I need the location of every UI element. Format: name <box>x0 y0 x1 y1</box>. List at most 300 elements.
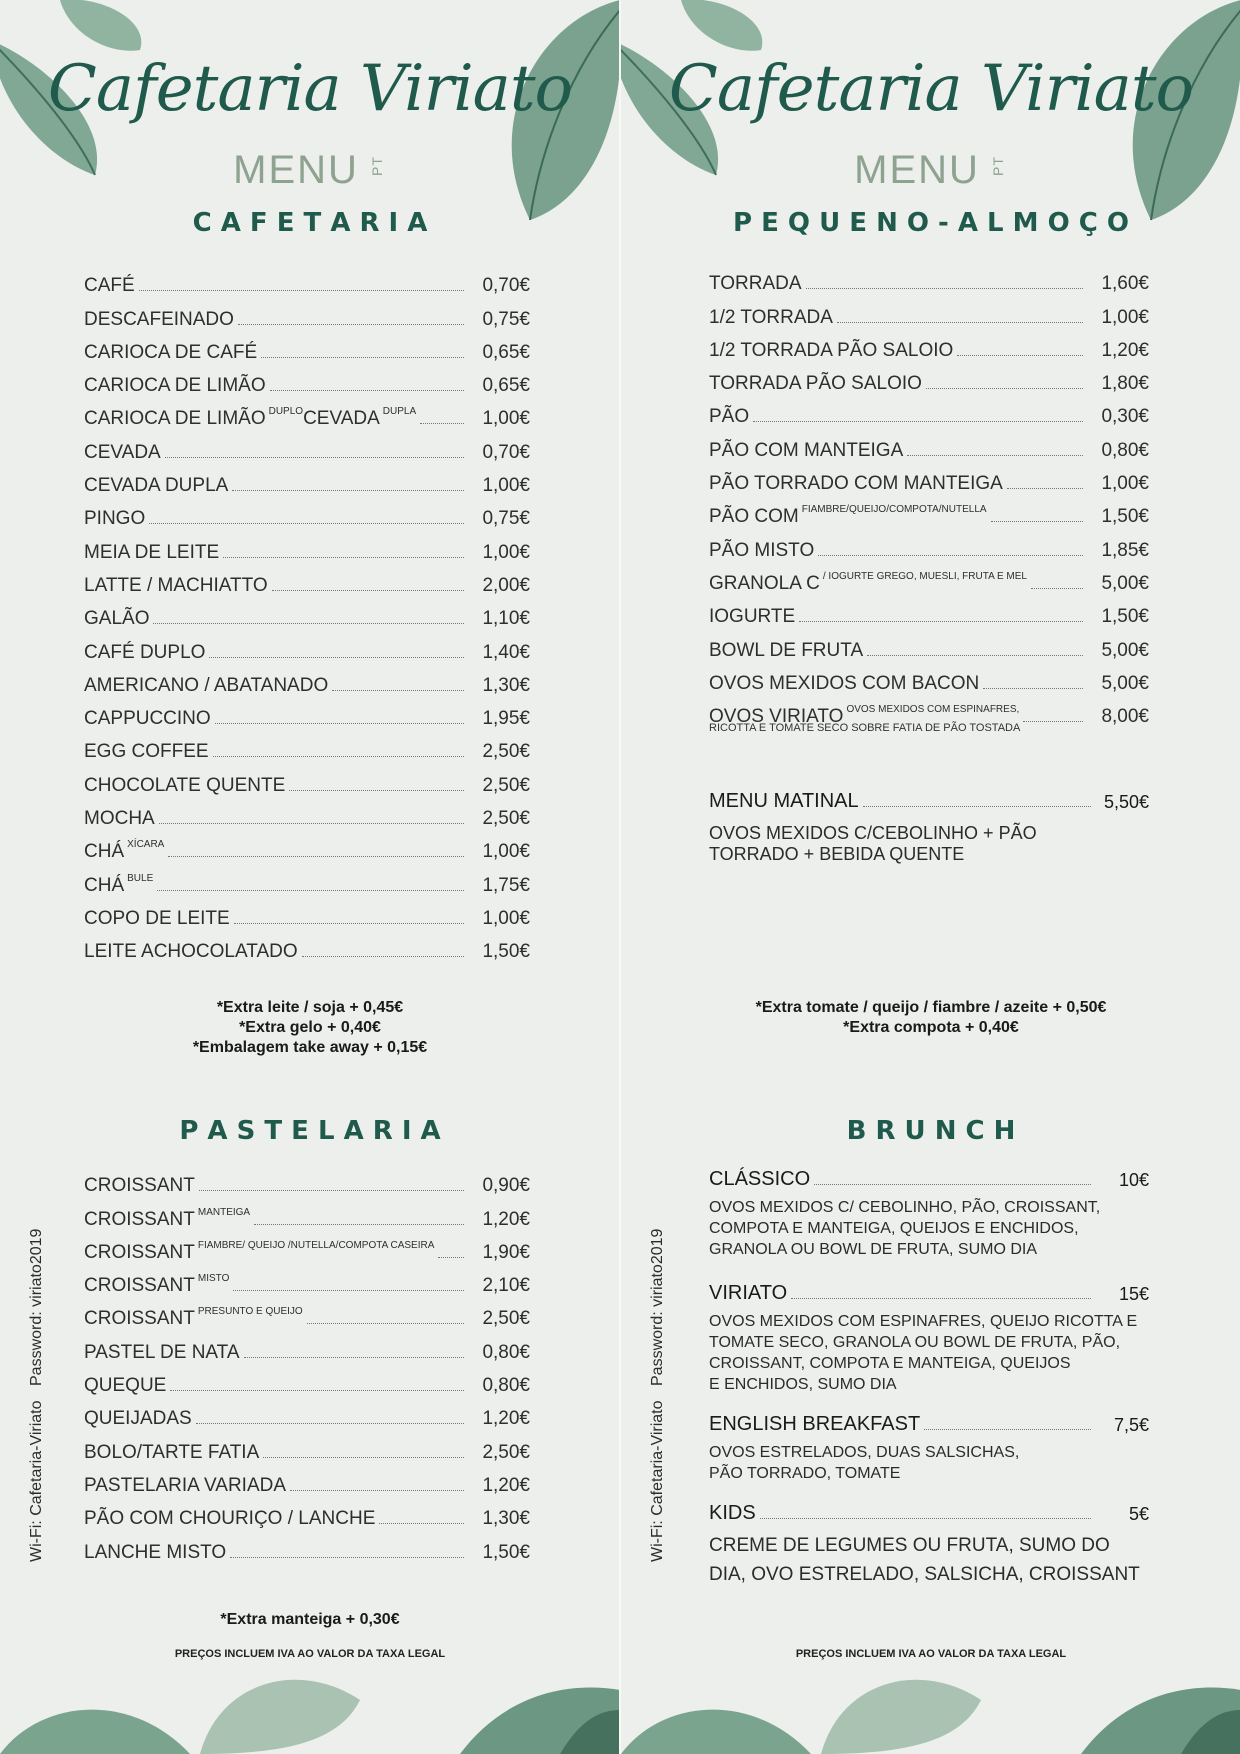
description-line: CREME DE LEGUMES OU FRUTA, SUMO DO <box>709 1535 1110 1556</box>
dot-leader <box>254 1224 464 1225</box>
menu-item-price: 1,20€ <box>482 1208 530 1230</box>
menu-item-price: 1,95€ <box>482 708 530 730</box>
menu-item-price: 0,65€ <box>482 375 530 397</box>
menu-item-row <box>84 763 530 796</box>
menu-item-row <box>709 428 1149 461</box>
item-name-text: CROISSANT <box>84 1208 195 1230</box>
item-variant-note: OVOS MEXIDOS COM ESPINAFRES, <box>846 704 1020 716</box>
menu-item-price: 0,90€ <box>482 1175 530 1197</box>
menu-item-price: 2,50€ <box>482 741 530 763</box>
menu-item-row <box>84 397 530 430</box>
item-variant-note: FIAMBRE/QUEIJO/COMPOTA/NUTELLA <box>801 504 987 516</box>
item-name-text: OVOS VIRIATO <box>709 706 844 728</box>
dot-leader <box>261 357 464 358</box>
dot-leader <box>760 1518 1091 1519</box>
description-line: GRANOLA OU BOWL DE FRUTA, SUMO DIA <box>709 1241 1038 1258</box>
menu-item-price: 1,30€ <box>482 674 530 696</box>
description-line: OVOS ESTRELADOS, DUAS SALSICHAS, <box>709 1444 1020 1461</box>
menu-item-price: 0,65€ <box>482 341 530 363</box>
cafetaria-list <box>84 264 530 963</box>
menu-item-price: 0,80€ <box>482 1375 530 1397</box>
menu-item-row <box>84 464 530 497</box>
dot-leader <box>238 324 464 325</box>
menu-item-price: 2,50€ <box>482 1308 530 1330</box>
ovos-viriato-description: RICOTTA E TOMATE SECO SOBRE FATIA DE PÃO TOSTADA <box>709 722 1021 734</box>
item-name-text: PASTEL DE NATA <box>84 1341 240 1363</box>
description-line: DIA, OVO ESTRELADO, SALSICHA, CROISSANT <box>709 1564 1140 1585</box>
item-name-text: EGG COFFEE <box>84 741 209 763</box>
menu-item-row <box>84 297 530 330</box>
menu-item-row <box>84 1397 530 1430</box>
menu-item-row <box>84 497 530 530</box>
menu-item-row <box>84 930 530 963</box>
item-name-text: LEITE ACHOCOLATADO <box>84 941 298 963</box>
menu-item-name <box>84 908 230 930</box>
item-name-text: QUEQUE <box>84 1375 167 1397</box>
menu-item-price: 0,80€ <box>1101 439 1149 461</box>
dot-leader <box>753 421 1083 422</box>
item-name-text: COPO DE LEITE <box>84 907 230 929</box>
item-variant-note: BULE <box>127 872 154 884</box>
menu-item-row <box>84 530 530 563</box>
menu-title <box>0 148 620 193</box>
dot-leader <box>863 806 1091 807</box>
legal-note: PREÇOS INCLUEM IVA AO VALOR DA TAXA LEGAL <box>795 1648 1067 1660</box>
menu-item-name <box>84 1508 375 1530</box>
item-name-text: CEVADA <box>84 441 161 463</box>
brunch-item-price: 5€ <box>1128 1504 1149 1524</box>
item-variant-note: / IOGURTE GREGO, MUESLI, FRUTA E MEL <box>822 570 1027 582</box>
menu-item-row <box>84 564 530 597</box>
dot-leader <box>1023 721 1083 722</box>
item-name-text: CHOCOLATE QUENTE <box>84 774 286 796</box>
wifi-label: Wi-Fi: Cafetaria-Viriato <box>28 1400 45 1562</box>
dot-leader <box>926 388 1083 389</box>
pequeno-almoco-notes <box>621 998 1240 1038</box>
menu-item-name <box>709 340 953 362</box>
menu-item-name <box>84 1206 251 1231</box>
dot-leader <box>907 455 1083 456</box>
menu-item-row <box>84 830 530 863</box>
menu-item-row <box>84 1364 530 1397</box>
dot-leader <box>818 555 1083 556</box>
item-name-text: BOLO/TARTE FATIA <box>84 1441 260 1463</box>
menu-item-price: 1,10€ <box>482 608 530 630</box>
dot-leader <box>139 290 464 291</box>
dot-leader <box>157 890 464 891</box>
menu-item-name <box>84 708 211 730</box>
menu-item-row <box>84 597 530 630</box>
menu-item-row <box>709 329 1149 362</box>
menu-item-price: 2,50€ <box>482 1441 530 1463</box>
dot-leader <box>196 1423 464 1424</box>
item-name-text: CARIOCA DE CAFÉ <box>84 341 258 363</box>
item-name-text: CROISSANT <box>84 1241 195 1263</box>
menu-item-price: 1,20€ <box>482 1408 530 1430</box>
menu-item-row <box>84 430 530 463</box>
item-name-text: CARIOCA DE LIMÃO <box>84 375 266 397</box>
right-panel <box>621 0 1240 1754</box>
menu-item-name <box>84 442 161 464</box>
menu-item-row <box>84 1264 530 1297</box>
menu-item-name <box>84 941 298 963</box>
menu-item-row <box>84 664 530 697</box>
menu-item-row <box>709 628 1149 661</box>
menu-item-name <box>84 408 416 430</box>
menu-item-name <box>84 841 164 863</box>
item-name-text: LANCHE MISTO <box>84 1541 227 1563</box>
menu-item-name <box>84 508 145 530</box>
brunch-item <box>709 1413 1149 1484</box>
item-variant-note: XÍCARA <box>127 839 165 851</box>
dot-leader <box>215 723 464 724</box>
menu-item-name <box>84 642 205 664</box>
brunch-item-header <box>709 1502 1149 1525</box>
dot-leader <box>307 1323 464 1324</box>
menu-item-price: 1,20€ <box>482 1474 530 1496</box>
menu-item-name <box>709 406 749 428</box>
description-line: OVOS MEXIDOS COM ESPINAFRES, QUEIJO RICOTTA E <box>709 1313 1138 1330</box>
item-variant-note: MISTO <box>197 1273 230 1285</box>
item-name-text: CAFÉ <box>84 275 135 297</box>
menu-item-price: 1,00€ <box>482 475 530 497</box>
dot-leader <box>806 288 1083 289</box>
dot-leader <box>244 1357 464 1358</box>
item-name-text: PÃO <box>709 406 750 428</box>
menu-item-price: 2,10€ <box>482 1275 530 1297</box>
dot-leader <box>165 457 464 458</box>
item-name-text: 1/2 TORRADA PÃO SALOIO <box>709 339 954 361</box>
dot-leader <box>1031 588 1083 589</box>
brunch-item-price: 7,5€ <box>1113 1415 1149 1435</box>
item-name-text: PÃO COM <box>709 506 799 528</box>
item-name-text: CHÁ <box>84 874 125 896</box>
menu-item-name <box>84 775 285 797</box>
menu-item-row <box>84 797 530 830</box>
pequeno-almoco-list <box>709 262 1149 728</box>
menu-item-row <box>709 462 1149 495</box>
brunch-item-name: CLÁSSICO <box>709 1168 811 1190</box>
dot-leader <box>289 790 464 791</box>
dot-leader <box>814 1184 1091 1185</box>
menu-item-name <box>709 440 903 462</box>
menu-item-price: 0,75€ <box>482 508 530 530</box>
menu-title <box>621 148 1240 193</box>
cafetaria-notes <box>0 998 620 1058</box>
menu-item-price: 1,20€ <box>1101 339 1149 361</box>
menu-item-price: 1,75€ <box>482 874 530 896</box>
section-title-brunch: B R U N C H <box>846 1116 1016 1146</box>
menu-item-name <box>84 1175 195 1197</box>
menu-item-name <box>84 808 155 830</box>
description-line: COMPOTA E MANTEIGA, QUEIJOS E ENCHIDOS, <box>709 1220 1079 1237</box>
description-line: CROISSANT, COMPOTA E MANTEIGA, QUEIJOS <box>709 1355 1071 1372</box>
menu-item-row <box>709 362 1149 395</box>
note-line: *Extra leite / soja + 0,45€ <box>216 999 404 1016</box>
dot-leader <box>791 1298 1091 1299</box>
dot-leader <box>213 756 464 757</box>
dot-leader <box>438 1257 464 1258</box>
brunch-item-price: 10€ <box>1118 1170 1149 1190</box>
dot-leader <box>168 856 464 857</box>
menu-item-row <box>709 395 1149 428</box>
menu-label: MENU <box>854 148 980 192</box>
note-line: *Extra tomate / queijo / fiambre / azeite + 0,50€ <box>755 999 1107 1016</box>
dot-leader <box>272 590 464 591</box>
description-line: E ENCHIDOS, SUMO DIA <box>709 1376 897 1393</box>
pastelaria-notes <box>0 1610 620 1630</box>
menu-item-price: 1,50€ <box>1101 606 1149 628</box>
dot-leader <box>232 490 464 491</box>
item-name-text: MOCHA <box>84 808 155 830</box>
menu-item-row <box>84 897 530 930</box>
item-name-text: CHÁ <box>84 841 125 863</box>
menu-item-name <box>84 1475 286 1497</box>
menu-item-price: 1,00€ <box>482 541 530 563</box>
item-name-text: CROISSANT <box>84 1308 195 1330</box>
note-line: *Embalagem take away + 0,15€ <box>192 1039 428 1056</box>
brunch-item-name: KIDS <box>709 1502 756 1524</box>
brunch-item-name: ENGLISH BREAKFAST <box>709 1413 921 1435</box>
brunch-item-description <box>709 1311 1149 1395</box>
menu-item-name <box>84 1275 229 1297</box>
menu-item-row <box>709 662 1149 695</box>
dot-leader <box>270 390 464 391</box>
brunch-list <box>709 1168 1149 1589</box>
menu-item-price: 1,85€ <box>1101 539 1149 561</box>
menu-item-name <box>84 475 228 497</box>
item-name-text: CEVADA DUPLA <box>84 475 229 497</box>
menu-item-name <box>84 1342 240 1364</box>
item-variant-note: DUPLA <box>382 406 417 418</box>
dot-leader <box>332 690 464 691</box>
menu-item-row <box>84 1330 530 1363</box>
note-line: *Extra compota + 0,40€ <box>843 1019 1019 1036</box>
menu-item-name <box>709 307 833 329</box>
menu-item-price: 0,80€ <box>482 1341 530 1363</box>
dot-leader <box>290 1490 464 1491</box>
menu-item-price: 5,00€ <box>1101 639 1149 661</box>
item-name-text: CROISSANT <box>84 1175 195 1197</box>
dot-leader <box>263 1457 464 1458</box>
menu-item-price: 0,70€ <box>482 275 530 297</box>
menu-item-row <box>709 262 1149 295</box>
menu-item-name <box>84 1308 303 1330</box>
menu-item-row <box>84 1530 530 1563</box>
menu-item-price: 1,50€ <box>482 1541 530 1563</box>
menu-item-name <box>84 872 154 897</box>
dot-leader <box>153 623 464 624</box>
menu-matinal-header <box>709 790 1149 813</box>
item-name-text: PÃO COM CHOURIÇO / LANCHE <box>84 1508 376 1530</box>
item-variant-note: PRESUNTO E QUEIJO <box>197 1306 303 1318</box>
menu-item-row <box>84 697 530 730</box>
menu-item-name <box>84 1408 192 1430</box>
dot-leader <box>983 688 1083 689</box>
item-name-text: QUEIJADAS <box>84 1408 192 1430</box>
menu-item-row <box>84 1197 530 1230</box>
item-name-text: GALÃO <box>84 608 150 630</box>
menu-item-price: 8,00€ <box>1101 706 1149 728</box>
menu-item-price: 2,50€ <box>482 774 530 796</box>
section-title-cafetaria: C A F E T A R I A <box>192 208 428 238</box>
dot-leader <box>867 655 1083 656</box>
menu-item-row <box>84 863 530 896</box>
menu-item-price: 5,00€ <box>1101 672 1149 694</box>
brunch-item-header <box>709 1413 1149 1436</box>
menu-item-name <box>709 640 863 662</box>
item-name-text: 1/2 TORRADA <box>709 306 833 328</box>
menu-item-price: 1,30€ <box>482 1508 530 1530</box>
brunch-item <box>709 1168 1149 1260</box>
section-title-pequeno-almoco: P E Q U E N O - A L M O Ç O <box>733 208 1129 238</box>
menu-item-row <box>709 495 1149 528</box>
description-line: PÃO TORRADO, TOMATE <box>709 1465 901 1482</box>
menu-item-price: 1,50€ <box>1101 506 1149 528</box>
menu-item-name <box>709 373 922 395</box>
menu-item-price: 1,40€ <box>482 641 530 663</box>
item-name-text: PÃO MISTO <box>709 539 815 561</box>
dot-leader <box>234 923 464 924</box>
dot-leader <box>924 1429 1091 1430</box>
menu-item-name <box>84 375 266 397</box>
menu-item-row <box>709 595 1149 628</box>
item-variant-note: MANTEIGA <box>197 1206 251 1218</box>
menu-item-row <box>84 1231 530 1264</box>
dot-leader <box>837 322 1083 323</box>
menu-item-name <box>84 741 209 763</box>
item-name-text: CEVADA <box>303 408 380 430</box>
dot-leader <box>149 523 464 524</box>
menu-item-row <box>84 730 530 763</box>
brand-logo: Cafetaria Viriato <box>668 52 1194 126</box>
note-line: *Extra gelo + 0,40€ <box>239 1019 381 1036</box>
description-line: TORRADO + BEBIDA QUENTE <box>709 844 965 864</box>
password-label: Password: viriato2019 <box>28 1228 45 1386</box>
section-title-pastelaria: P A S T E L A R I A <box>179 1116 441 1146</box>
menu-item-name <box>709 570 1027 595</box>
menu-item-name <box>84 309 234 331</box>
language-label: PT <box>989 156 1006 177</box>
leaf-bottom-decoration <box>621 1660 1240 1754</box>
dot-leader <box>170 1390 464 1391</box>
item-name-text: CARIOCA DE LIMÃO <box>84 408 266 430</box>
menu-item-name <box>84 1239 435 1264</box>
item-name-text: CAPPUCCINO <box>84 708 211 730</box>
dot-leader <box>230 1557 464 1558</box>
menu-item-price: 1,00€ <box>482 907 530 929</box>
item-name-text: GRANOLA C <box>709 572 820 594</box>
dot-leader <box>799 621 1083 622</box>
dot-leader <box>159 823 464 824</box>
item-name-text: TORRADA <box>709 273 802 295</box>
description-line: TOMATE SECO, GRANOLA OU BOWL DE FRUTA, PÃO, <box>709 1334 1121 1351</box>
dot-leader <box>302 956 464 957</box>
item-name-text: PASTELARIA VARIADA <box>84 1474 287 1496</box>
wifi-label: Wi-Fi: Cafetaria-Viriato <box>649 1400 666 1562</box>
menu-item-price: 5,00€ <box>1101 572 1149 594</box>
dot-leader <box>991 521 1083 522</box>
menu-item-price: 1,00€ <box>482 408 530 430</box>
brunch-item-header <box>709 1168 1149 1191</box>
menu-item-name <box>84 275 135 297</box>
menu-matinal-price: 5,50€ <box>1103 792 1149 812</box>
menu-item-row <box>84 1464 530 1497</box>
item-name-text: OVOS MEXIDOS COM BACON <box>709 672 980 694</box>
menu-item-price: 0,30€ <box>1101 406 1149 428</box>
brunch-item-header <box>709 1282 1149 1305</box>
item-name-text: IOGURTE <box>709 606 796 628</box>
dot-leader <box>199 1190 464 1191</box>
description-line: OVOS MEXIDOS C/ CEBOLINHO, PÃO, CROISSANT, <box>709 1199 1101 1216</box>
menu-item-price: 1,00€ <box>482 841 530 863</box>
dot-leader <box>1007 488 1083 489</box>
dot-leader <box>379 1523 464 1524</box>
menu-item-row <box>84 264 530 297</box>
item-variant-note: FIAMBRE/ QUEIJO /NUTELLA/COMPOTA CASEIRA <box>197 1239 435 1251</box>
menu-item-name <box>709 273 802 295</box>
dot-leader <box>420 423 464 424</box>
item-name-text: BOWL DE FRUTA <box>709 639 864 661</box>
item-name-text: MEIA DE LEITE <box>84 541 220 563</box>
dot-leader <box>957 355 1083 356</box>
menu-item-price: 1,90€ <box>482 1241 530 1263</box>
item-name-text: PINGO <box>84 508 146 530</box>
item-name-text: LATTE / MACHIATTO <box>84 574 268 596</box>
item-name-text: DESCAFEINADO <box>84 308 234 330</box>
menu-item-row <box>84 1430 530 1463</box>
menu-item-name <box>84 608 149 630</box>
menu-matinal-description <box>709 823 1149 865</box>
menu-item-name <box>84 542 219 564</box>
leaf-bottom-decoration <box>0 1660 620 1754</box>
dot-leader <box>223 557 464 558</box>
menu-item-name <box>84 1542 226 1564</box>
brunch-item-description <box>709 1531 1149 1589</box>
menu-item-row <box>84 1164 530 1197</box>
item-name-text: TORRADA PÃO SALOIO <box>709 373 922 395</box>
menu-item-name <box>709 673 979 695</box>
menu-item-name <box>84 342 257 364</box>
menu-item-row <box>84 630 530 663</box>
brunch-item <box>709 1282 1149 1395</box>
menu-item-name <box>709 473 1003 495</box>
menu-item-price: 1,00€ <box>1101 306 1149 328</box>
menu-item-price: 1,80€ <box>1101 373 1149 395</box>
password-label: Password: viriato2019 <box>649 1228 666 1386</box>
language-label: PT <box>368 156 385 177</box>
menu-item-row <box>84 364 530 397</box>
item-name-text: PÃO COM MANTEIGA <box>709 439 904 461</box>
menu-item-row <box>709 295 1149 328</box>
menu-item-price: 0,75€ <box>482 308 530 330</box>
menu-item-name <box>709 540 814 562</box>
legal-note: PREÇOS INCLUEM IVA AO VALOR DA TAXA LEGAL <box>174 1648 446 1660</box>
item-name-text: AMERICANO / ABATANADO <box>84 674 329 696</box>
menu-label: MENU <box>233 148 359 192</box>
menu-item-row <box>84 1497 530 1530</box>
brand-logo: Cafetaria Viriato <box>47 52 573 126</box>
menu-item-name <box>84 1442 259 1464</box>
brunch-item-description <box>709 1442 1149 1484</box>
menu-item-row <box>84 1297 530 1330</box>
menu-item-price: 1,00€ <box>1101 473 1149 495</box>
brunch-item-price: 15€ <box>1118 1284 1149 1304</box>
menu-item-price: 0,70€ <box>482 441 530 463</box>
brunch-item-description <box>709 1197 1149 1260</box>
menu-item-name <box>84 675 328 697</box>
pastelaria-list <box>84 1164 530 1564</box>
